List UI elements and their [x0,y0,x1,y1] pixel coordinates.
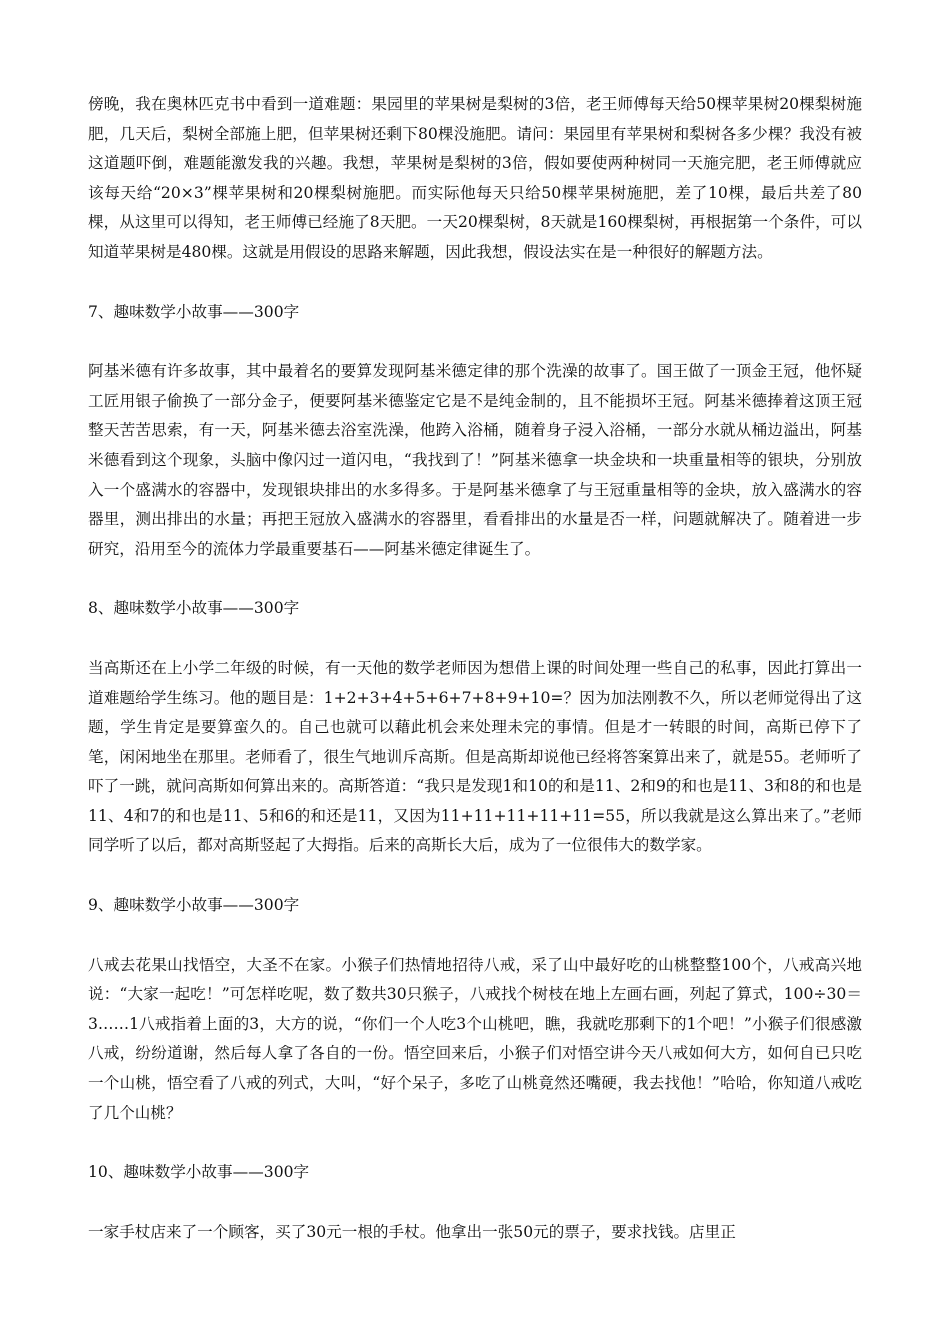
paragraph-gauss: 当高斯还在上小学二年级的时候，有一天他的数学老师因为想借上课的时间处理一些自己的私事，因此打算出一道难题给学生练习。他的题目是：1+2+3+4+5+6+7+8+9+10=？因为加法刚教不久，所以老师觉得出了这题，学生肯定是要算蛮久的。自己也就可以藉此机会来处理未完的事情。但是才一转眼的时间，高斯已停下了笔，闲闲地坐在那里。老师看了，很生气地训斥高斯。但是高斯却说他已经将答案算出来了，就是55。老师听了吓了一跳，就问高斯如何算出来的。高斯答道：“我只是发现1和10的和是11、2和9的和也是11、3和8的和也是11、4和7的和也是11、5和6的和还是11，又因为11+11+11+11+11=55，所以我就是这么算出来了。”老师同学听了以后，都对高斯竖起了大拇指。后来的高斯长大后，成为了一位很伟大的数学家。 [88,658,862,855]
section-heading-8: 8、趣味数学小故事——300字 [88,599,300,618]
paragraph-cane-shop: 一家手杖店来了一个顾客，买了30元一根的手杖。他拿出一张50元的票子，要求找钱。店里正 [88,1222,736,1241]
section-heading-7: 7、趣味数学小故事——300字 [88,302,300,321]
section-heading-10: 10、趣味数学小故事——300字 [88,1163,310,1182]
paragraph-bajie: 八戒去花果山找悟空，大圣不在家。小猴子们热情地招待八戒，采了山中最好吃的山桃整整100个，八戒高兴地说：“大家一起吃！”可怎样吃呢，数了数共30只猴子，八戒找个树枝在地上左画右画，列起了算式，100÷30＝3……1八戒指着上面的3，大方的说，“你们一个人吃3个山桃吧，瞧，我就吃那剩下的1个吧！”小猴子们很感激八戒，纷纷道谢，然后每人拿了各自的一份。悟空回来后，小猴子们对悟空讲今天八戒如何大方，如何自已只吃一个山桃，悟空看了八戒的列式，大叫，“好个呆子，多吃了山桃竟然还嘴硬，我去找他！”哈哈，你知道八戒吃了几个山桃？ [88,955,862,1122]
section-heading-9: 9、趣味数学小故事——300字 [88,896,300,915]
paragraph-archimedes: 阿基米德有许多故事，其中最着名的要算发现阿基米德定律的那个洗澡的故事了。国王做了一顶金王冠，他怀疑工匠用银子偷换了一部分金子，便要阿基米德鉴定它是不是纯金制的，且不能损坏王冠。阿基米德捧着这顶王冠整天苦苦思索，有一天，阿基米德去浴室洗澡，他跨入浴桶，随着身子浸入浴桶，一部分水就从桶边溢出，阿基米德看到这个现象，头脑中像闪过一道闪电，“我找到了！”阿基米德拿一块金块和一块重量相等的银块，分别放入一个盛满水的容器中，发现银块排出的水多得多。于是阿基米德拿了与王冠重量相等的金块，放入盛满水的容器里，测出排出的水量；再把王冠放入盛满水的容器里，看看排出的水量是否一样，问题就解决了。随着进一步研究，沿用至今的流体力学最重要基石——阿基米德定律诞生了。 [88,362,862,558]
document-body [88,90,862,1247]
paragraph-intro: 傍晚，我在奥林匹克书中看到一道难题：果园里的苹果树是梨树的3倍，老王师傅每天给50棵苹果树20棵梨树施肥，几天后，梨树全部施上肥，但苹果树还剩下80棵没施肥。请问：果园里有苹果树和梨树各多少棵？我没有被这道题吓倒，难题能激发我的兴趣。我想，苹果树是梨树的3倍，假如要使两种树同一天施完肥，老王师傅就应该每天给“20×3”棵苹果树和20棵梨树施肥。而实际他每天只给50棵苹果树施肥，差了10棵，最后共差了80棵，从这里可以得知，老王师傅已经施了8天肥。一天20棵梨树，8天就是160棵梨树，再根据第一个条件，可以知道苹果树是480棵。这就是用假设的思路来解题，因此我想，假设法实在是一种很好的解题方法。 [88,95,862,261]
